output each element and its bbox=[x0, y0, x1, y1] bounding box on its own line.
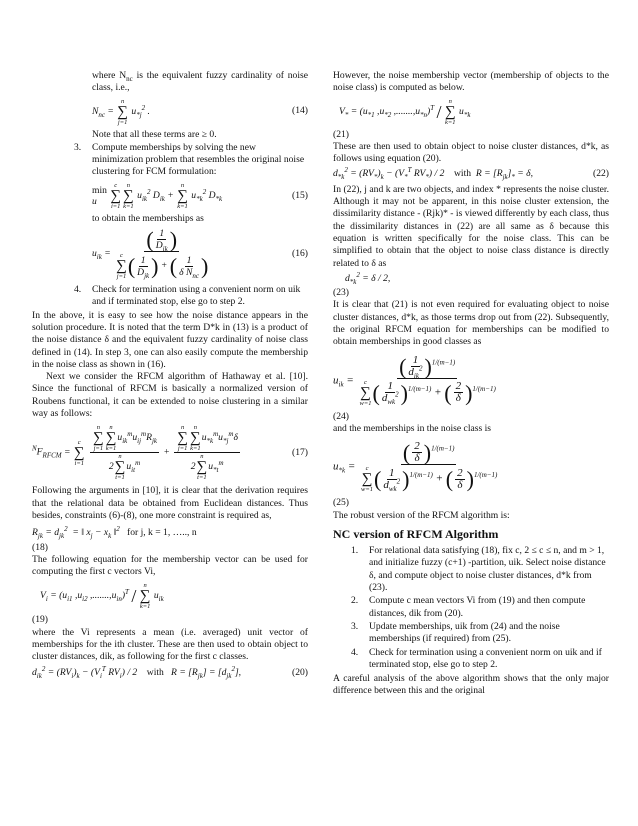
equation-25: $u_{*k}$ = ( $\frac{2}{\delta}$ )$^{1/(m-1)}$ c ∑ w=1 ( $\frac{1}{d_{wk}^2}$ )$^{1/(m-1)}$ + ( $\frac{2}{\delta}$ )$^{1/(m-1)}$ bbox=[333, 440, 498, 494]
equation-14: $N_{nc}$ = n ∑ j=1 $u_{*j}^2$ . (14) bbox=[92, 97, 308, 126]
paragraph-membership-vector: The following equation for the membership vector can be used for computing the first c vectors Vi, bbox=[32, 553, 308, 578]
paragraph-noise-distances: These are then used to obtain object to noise cluster distances, d*k, as follows using equation (20). bbox=[333, 140, 609, 165]
eq18-number: (18) bbox=[32, 541, 48, 553]
paragraph-rfcm: Next we consider the RFCM algorithm of Hathaway et al. [10]. Since the functional of RFCM is basically a normalized version of Roubens functional, it can be extended to noise clustering in a similar way as follows: bbox=[32, 371, 308, 420]
section-heading: NC version of RFCM Algorithm bbox=[333, 526, 499, 541]
to-obtain: to obtain the memberships as bbox=[92, 212, 204, 224]
step-number: 2. bbox=[351, 595, 359, 607]
step-text: For relational data satisfying (18), fix c, 2 ≤ c ≤ n, and m > 1, and initialize fuzzy (c+1) -partition, uik. Select noise distance δ, and compute object to noise cluster distances, d*k from (23). bbox=[369, 545, 606, 594]
equation-17: $^NF_{RFCM}$ = c ∑ i=1 n ∑ j=1 n ∑ k=1 $u_{ik}^mu_{ij}^mR_{jk}$ 2 n ∑ t=1 $u_{it}^m$ + n ∑ j=1 n ∑ k=1 $u_{*k}^mu_{*j}^m\delta$ 2 n ∑ t=1 $u_{*t}^m$ (17) bbox=[32, 424, 308, 482]
eq24-number: (24) bbox=[333, 410, 349, 422]
algorithm-step bbox=[333, 595, 609, 620]
eq14-intro: where $N_{nc}$ is the equivalent fuzzy cardinality of noise class, i.e., bbox=[92, 70, 309, 94]
right-column bbox=[333, 70, 609, 698]
algorithm-step bbox=[333, 647, 609, 672]
equation-21: $V_* = (u_{*1}$ $,u_{*2}$ $,.......,u_{*n})^T$ / n ∑ k=1 $u_{*k}$ bbox=[339, 97, 471, 126]
equation-16: $u_{ik}$ = ( $\frac{1}{D_{ik}}$ ) c ∑ j=1 ( $\frac{1}{D_{jk}}$ ) + ( $\frac{1}{\delta N_{nc}}$ ) (16) bbox=[92, 227, 308, 281]
step-4: 4. Check for termination using a convenient norm on uik and if terminated stop, else go to step 2. bbox=[74, 284, 301, 308]
eq21-number: (21) bbox=[333, 128, 349, 140]
step-number: 4. bbox=[351, 646, 359, 658]
note-nonnegative: Note that all these terms are ≥ 0. bbox=[92, 128, 217, 140]
paragraph-good-classes: It is clear that (21) is not even required for evaluating object to noise cluster distances, d*k, as those terms drop out from (22). Subsequently, the original RFCM equation for memberships can be modified to obtain memberships in good classes as bbox=[333, 299, 609, 348]
equation-19: $V_i = (u_{i1}$ $,u_{i2}$ $,.......,u_{in})^T$ / n ∑ k=1 $u_{ik}$ bbox=[40, 582, 164, 611]
step-text: Update memberships, uik from (24) and the noise memberships (if required) from (25). bbox=[369, 620, 560, 645]
paragraph-noise-distance: In the above, it is easy to see how the noise distance appears in the solution procedure. It is noted that the term D*k in (13) is a product of the noise distance δ and the equivalent fuzzy cardinality of noise class defined in (14). In step 3, one can also easily compute the membership in the noise class as shown in (16). bbox=[32, 309, 308, 370]
step-text: Compute c mean vectors Vi from (19) and then compute distances, dik from (20). bbox=[369, 595, 586, 619]
algorithm-steps bbox=[333, 545, 609, 671]
algorithm-step bbox=[333, 545, 609, 594]
equation-18: $R_{jk} = d_{jk}^2$ = ‖ $x_j - x_k$ ‖$^2$ for j, k = 1, ….., n bbox=[32, 525, 197, 541]
equation-15: min u c ∑ i=1 n ∑ k=1 $u_{ik}^2$ $D_{ik}$ + n ∑ k=1 $u_{*k}^2$ $D_{*k}$ (15) bbox=[92, 181, 308, 210]
paragraph-constraint: Following the arguments in [10], it is clear that the derivation requires that the relational data be obtained from Euclidean distances. Thus besides, constraints (6)-(8), one more constraint is required as, bbox=[32, 485, 308, 521]
paragraph-noise-index: In (22), j and k are two objects, and index * represents the noise cluster. Although it may not be apparent, in this noise cluster extension, the dissimilarity distance - (Rjk)* - is viewed differently by each class, thus the dissimilarity distances in (22) are all same as δ because this equation is written specifically for the noise class. This can be simplified to obtain that the object to noise class distance is directly related to δ as bbox=[333, 183, 609, 269]
left-column bbox=[32, 70, 308, 682]
algorithm-step bbox=[333, 621, 609, 646]
eq25-number: (25) bbox=[333, 497, 349, 509]
paragraph-robust-version: The robust version of the RFCM algorithm is: bbox=[333, 509, 510, 521]
equation-20: $d_{ik}^2 = (RV_i)_k - (V_i^T$ $RV_i) / 2$ with $R = [R_{jk}] = [d_{jk}^2]$, (20) bbox=[32, 664, 308, 680]
eq19-number: (19) bbox=[32, 614, 48, 626]
paragraph-noise-membership: and the memberships in the noise class is bbox=[333, 422, 492, 434]
equation-22: $d_{*k}^2 = (RV_*)_k - (V_*^T$ $RV_*) / 2$ with $R = [R_{jk}]_* = \delta$, (22) bbox=[333, 166, 609, 182]
equation-24: $u_{ik}$ = ( $\frac{1}{d_{ik}^2}$ )$^{1/(m-1)}$ c ∑ w=1 ( $\frac{1}{d_{wk}^2}$ )$^{1/(m-1)}$ + ( $\frac{2}{\delta}$ )$^{1/(m-1)}$ bbox=[333, 353, 496, 407]
step-3: 3. Compute memberships by solving the new minimization problem that resembles the original noise clustering for FCM formulation: bbox=[74, 141, 305, 178]
step-text: Check for termination using a convenient norm on uik and if terminated stop, else go to step 2. bbox=[369, 646, 602, 670]
paragraph-analysis: A careful analysis of the above algorithm shows that the only major difference between this and the original bbox=[333, 673, 609, 697]
paragraph-noise-vector: However, the noise membership vector (membership of objects to the noise class) is computed as below. bbox=[333, 70, 609, 94]
paragraph-mean-vector: where the Vi represents a mean (i.e. averaged) unit vector of memberships for the ith cluster. These are then used to obtain object to cluster distances, dik, as following for the first c classes. bbox=[32, 626, 308, 663]
equation-23: $d_{*k}^2 = \delta / 2$, bbox=[345, 270, 391, 286]
step-number: 3. bbox=[351, 620, 359, 632]
eq23-number: (23) bbox=[333, 287, 349, 299]
step-number: 1. bbox=[351, 545, 359, 557]
